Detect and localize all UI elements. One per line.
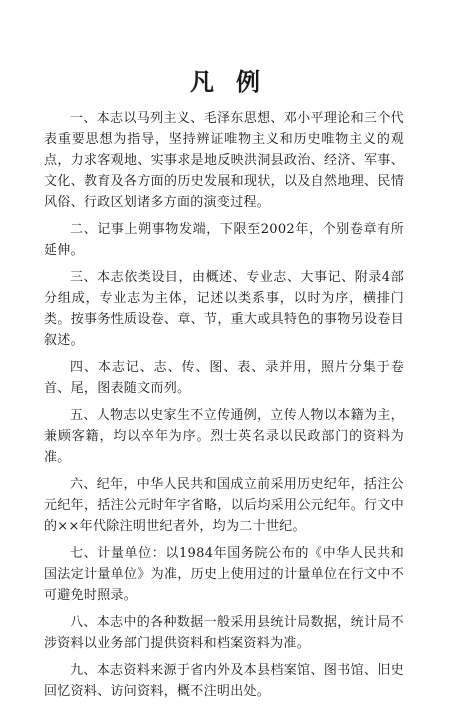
- note-paragraph-8: 八、本志中的各种数据一般采用县统计局数据，统计局不涉资料以业务部门提供资料和档案资料为准。: [44, 615, 404, 651]
- page-title: 凡例: [190, 67, 282, 96]
- note-paragraph-2: 二、记事上朔事物发端，下限至2002年，个别卷章有所延伸。: [44, 222, 404, 258]
- note-paragraph-6: 六、纪年，中华人民共和国成立前采用历史纪年，括注公元纪年，括注公元时年字省略，以后均采用公元纪年。行文中的××年代除注明世纪者外，均为二十世纪。: [44, 477, 404, 534]
- note-paragraph-9: 九、本志资料来源于省内外及本县档案馆、图书馆、旧史回忆资料、访问资料，概不注明出处。: [44, 663, 404, 699]
- note-paragraph-3: 三、本志依类设目，由概述、专业志、大事记、附录4部分组成，专业志为主体，记述以类系事，以时为序，横排门类。按事务性质设卷、章、节，重大或具特色的事物另设卷目叙述。: [44, 270, 404, 348]
- note-paragraph-1: 一、本志以马列主义、毛泽东思想、邓小平理论和三个代表重要思想为指导，坚持辨证唯物主义和历史唯物主义的观点，力求客观地、实事求是地反映洪洞县政治、经济、军事、文化、教育及各方面的历史发展和现状，以及自然地理、民情风俗、行政区划诸多方面的演变过程。: [44, 111, 404, 210]
- note-paragraph-4: 四、本志记、志、传、图、表、录并用，照片分集于卷首、尾，图表随文而列。: [44, 360, 404, 396]
- notes-body: [44, 108, 404, 708]
- note-paragraph-7: 七、计量单位：以1984年国务院公布的《中华人民共和国法定计量单位》为准，历史上使用过的计量单位在行文中不可避免时照录。: [44, 546, 404, 603]
- note-paragraph-5: 五、人物志以史家生不立传通例，立传人物以本籍为主，兼顾客籍，均以卒年为序。烈士英名录以民政部门的资料为准。: [44, 408, 404, 465]
